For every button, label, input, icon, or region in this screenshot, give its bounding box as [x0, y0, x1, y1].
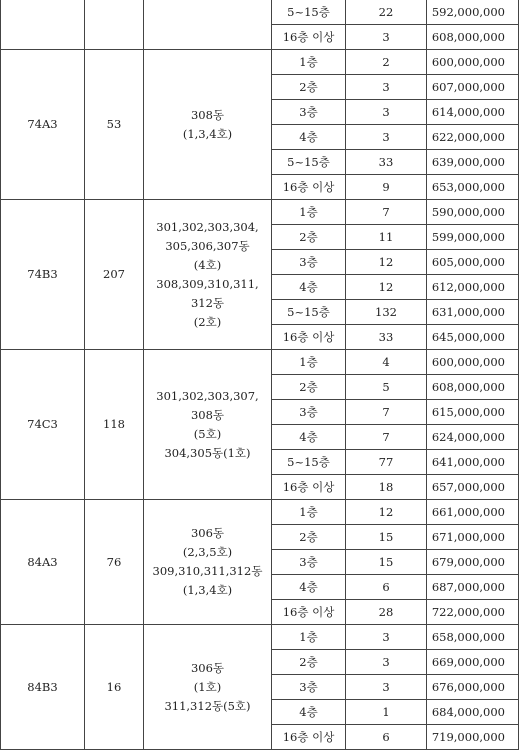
dong-line: (2,3,5호) — [182, 545, 233, 559]
price-cell: 631,000,000 — [427, 300, 519, 325]
floor-cell: 5~15층 — [272, 450, 346, 475]
count-cell: 3 — [346, 625, 427, 650]
floor-cell: 3층 — [272, 400, 346, 425]
count-cell: 15 — [346, 525, 427, 550]
count-cell: 3 — [346, 675, 427, 700]
price-cell: 676,000,000 — [427, 675, 519, 700]
type-cell: 74A3 — [1, 50, 85, 200]
price-cell: 645,000,000 — [427, 325, 519, 350]
dong-line: (1,3,4호) — [182, 126, 233, 141]
count-cell: 18 — [346, 475, 427, 500]
floor-cell: 3층 — [272, 675, 346, 700]
count-cell: 3 — [346, 650, 427, 675]
count-cell: 12 — [346, 275, 427, 300]
count-cell: 7 — [346, 200, 427, 225]
count-cell: 7 — [346, 425, 427, 450]
dong-line: 312동 — [190, 295, 225, 310]
price-cell: 719,000,000 — [427, 725, 519, 750]
floor-cell: 16층 이상 — [272, 25, 346, 50]
count-cell: 6 — [346, 725, 427, 750]
floor-cell: 2층 — [272, 375, 346, 400]
price-cell: 612,000,000 — [427, 275, 519, 300]
floor-cell: 5~15층 — [272, 0, 346, 25]
floor-cell: 16층 이상 — [272, 175, 346, 200]
price-cell: 658,000,000 — [427, 625, 519, 650]
price-cell: 641,000,000 — [427, 450, 519, 475]
floor-cell: 2층 — [272, 650, 346, 675]
count-cell: 4 — [346, 350, 427, 375]
price-cell: 614,000,000 — [427, 100, 519, 125]
price-cell: 622,000,000 — [427, 125, 519, 150]
table-row — [1, 200, 519, 225]
type-cell — [1, 0, 85, 50]
count-cell: 7 — [346, 400, 427, 425]
price-cell: 600,000,000 — [427, 50, 519, 75]
price-cell: 600,000,000 — [427, 350, 519, 375]
price-cell: 615,000,000 — [427, 400, 519, 425]
count-cell: 2 — [346, 50, 427, 75]
dong-line: (2호) — [193, 314, 222, 329]
price-cell: 639,000,000 — [427, 150, 519, 175]
dong-line: 308동 — [190, 407, 225, 422]
price-cell: 599,000,000 — [427, 225, 519, 250]
price-cell: 608,000,000 — [427, 375, 519, 400]
type-cell: 74B3 — [1, 200, 85, 350]
dong-line: 309,310,311,312동 — [152, 564, 263, 578]
dong-cell — [144, 0, 272, 50]
dong-line: 305,306,307동 — [165, 238, 250, 253]
count-cell: 1 — [346, 700, 427, 725]
dong-cell — [144, 200, 272, 350]
price-cell: 671,000,000 — [427, 525, 519, 550]
price-cell: 661,000,000 — [427, 500, 519, 525]
floor-cell: 1층 — [272, 50, 346, 75]
floor-cell: 4층 — [272, 425, 346, 450]
dong-cell — [144, 50, 272, 200]
units-cell: 118 — [85, 350, 144, 500]
count-cell: 3 — [346, 25, 427, 50]
table-row — [1, 625, 519, 650]
dong-line: 311,312동(5호) — [164, 698, 251, 713]
floor-cell: 2층 — [272, 525, 346, 550]
floor-cell: 1층 — [272, 350, 346, 375]
count-cell: 3 — [346, 125, 427, 150]
count-cell: 132 — [346, 300, 427, 325]
dong-line: 308동 — [190, 107, 225, 122]
price-cell: 590,000,000 — [427, 200, 519, 225]
count-cell: 5 — [346, 375, 427, 400]
price-cell: 592,000,000 — [427, 0, 519, 25]
count-cell: 11 — [346, 225, 427, 250]
dong-line: (1,3,4호) — [182, 583, 233, 597]
floor-cell: 3층 — [272, 550, 346, 575]
dong-cell — [144, 350, 272, 500]
price-cell: 687,000,000 — [427, 575, 519, 600]
dong-cell — [144, 500, 272, 625]
floor-cell: 4층 — [272, 275, 346, 300]
units-cell: 16 — [85, 625, 144, 750]
count-cell: 9 — [346, 175, 427, 200]
floor-cell: 4층 — [272, 575, 346, 600]
floor-cell: 16층 이상 — [272, 325, 346, 350]
floor-cell: 16층 이상 — [272, 600, 346, 625]
units-cell: 53 — [85, 50, 144, 200]
floor-cell: 5~15층 — [272, 150, 346, 175]
dong-line: 308,309,310,311, — [156, 276, 259, 291]
units-cell: 207 — [85, 200, 144, 350]
count-cell: 77 — [346, 450, 427, 475]
floor-cell: 1층 — [272, 625, 346, 650]
floor-cell: 4층 — [272, 125, 346, 150]
count-cell: 6 — [346, 575, 427, 600]
floor-cell: 1층 — [272, 500, 346, 525]
table-row — [1, 500, 519, 525]
count-cell: 22 — [346, 0, 427, 25]
table-row — [1, 0, 519, 25]
count-cell: 15 — [346, 550, 427, 575]
dong-cell — [144, 625, 272, 750]
floor-cell: 2층 — [272, 75, 346, 100]
dong-line: (1호) — [193, 679, 222, 694]
dong-line: 306동 — [190, 526, 225, 540]
count-cell: 33 — [346, 325, 427, 350]
dong-line: (5호) — [193, 426, 222, 441]
table-row — [1, 350, 519, 375]
count-cell: 28 — [346, 600, 427, 625]
price-cell: 657,000,000 — [427, 475, 519, 500]
floor-cell: 5~15층 — [272, 300, 346, 325]
price-table-body — [1, 0, 519, 750]
floor-cell: 2층 — [272, 225, 346, 250]
price-cell: 679,000,000 — [427, 550, 519, 575]
dong-line: 301,302,303,307, — [156, 388, 259, 403]
floor-cell: 3층 — [272, 250, 346, 275]
dong-line: 301,302,303,304, — [156, 219, 259, 234]
floor-cell: 16층 이상 — [272, 725, 346, 750]
price-cell: 669,000,000 — [427, 650, 519, 675]
count-cell: 12 — [346, 250, 427, 275]
price-cell: 722,000,000 — [427, 600, 519, 625]
dong-line: (4호) — [193, 257, 222, 272]
floor-cell: 1층 — [272, 200, 346, 225]
price-cell: 605,000,000 — [427, 250, 519, 275]
dong-line: 304,305동(1호) — [164, 445, 251, 460]
price-cell: 608,000,000 — [427, 25, 519, 50]
floor-cell: 3층 — [272, 100, 346, 125]
price-cell: 624,000,000 — [427, 425, 519, 450]
dong-line: 306동 — [190, 660, 225, 675]
type-cell: 84B3 — [1, 625, 85, 750]
price-cell: 684,000,000 — [427, 700, 519, 725]
count-cell: 33 — [346, 150, 427, 175]
type-cell: 74C3 — [1, 350, 85, 500]
floor-cell: 16층 이상 — [272, 475, 346, 500]
units-cell: 76 — [85, 500, 144, 625]
type-cell: 84A3 — [1, 500, 85, 625]
price-cell: 653,000,000 — [427, 175, 519, 200]
table-row — [1, 50, 519, 75]
price-cell: 607,000,000 — [427, 75, 519, 100]
floor-cell: 4층 — [272, 700, 346, 725]
units-cell — [85, 0, 144, 50]
count-cell: 3 — [346, 100, 427, 125]
count-cell: 3 — [346, 75, 427, 100]
count-cell: 12 — [346, 500, 427, 525]
